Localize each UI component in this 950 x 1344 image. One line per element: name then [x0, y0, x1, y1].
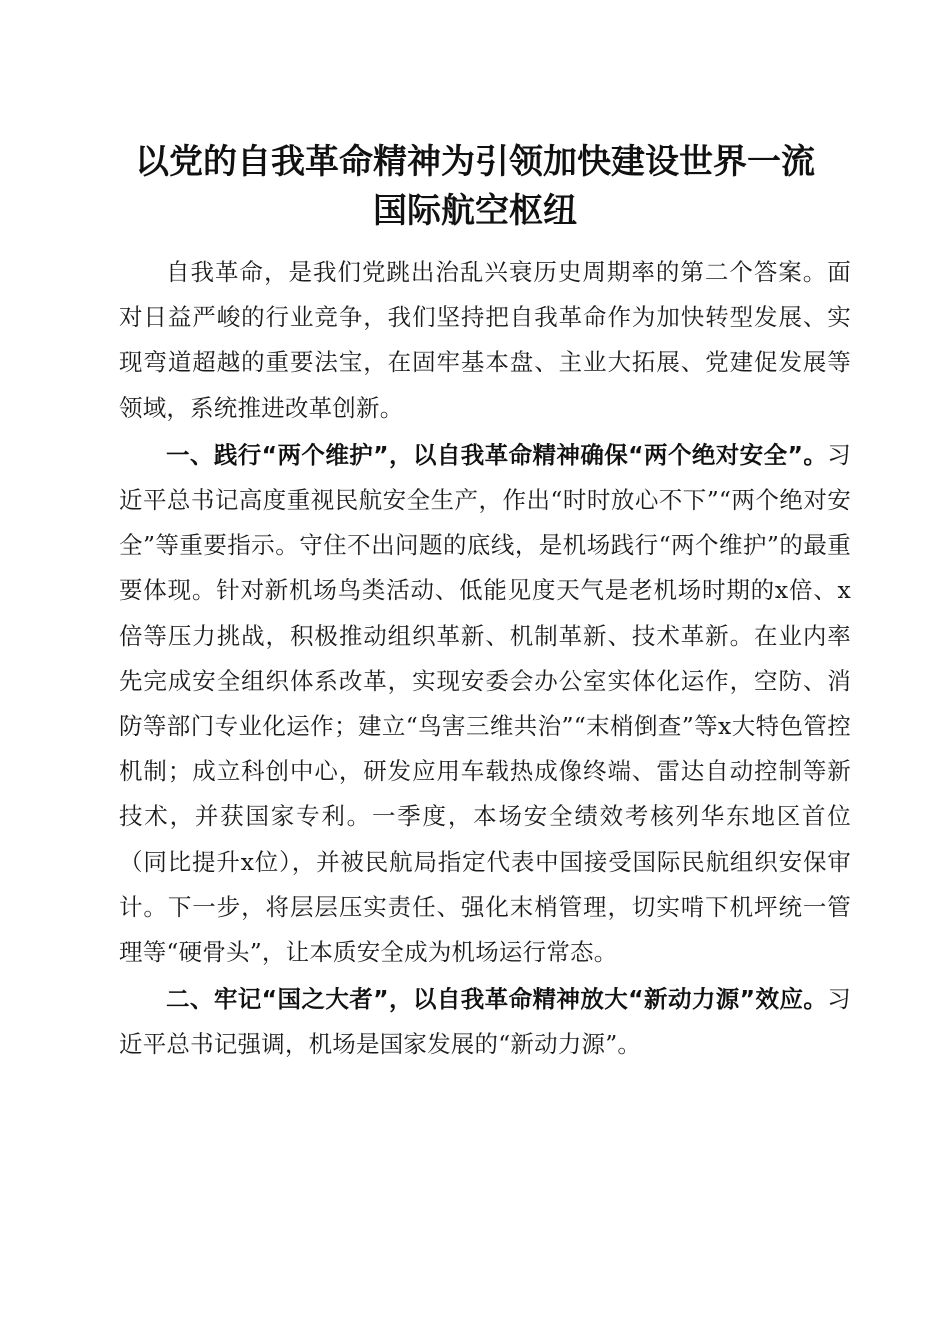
- section-2-heading: 二、牢记“国之大者”，以自我革命精神放大“新动力源”效应。: [166, 985, 828, 1014]
- section-1-paragraph: [119, 433, 851, 975]
- section-2-body: 习近平总书记强调，机场是国家发展的“新动力源”。: [119, 985, 851, 1059]
- section-1-heading: 一、践行“两个维护”，以自我革命精神确保“两个绝对安全”。: [166, 440, 828, 469]
- document-body: [119, 250, 851, 1070]
- document-title-line-1: 以党的自我革命精神为引领加快建设世界一流: [135, 142, 815, 182]
- section-2-paragraph: [119, 977, 851, 1067]
- document-title-line-2: 国际航空枢纽: [373, 191, 577, 231]
- section-1-body: 习近平总书记高度重视民航安全生产，作出“时时放心不下”“两个绝对安全”等重要指示。守住不出问题的底线，是机场践行“两个维护”的最重要体现。针对新机场鸟类活动、低能见度天气是老机场时期的x倍、x倍等压力挑战，积极推动组织革新、机制革新、技术革新。在业内率先完成安全组织体系改革，实现安委会办公室实体化运作，空防、消防等部门专业化运作；建立“鸟害三维共治”“末梢倒查”等x大特色管控机制；成立科创中心，研发应用车载热成像终端、雷达自动控制等新技术，并获国家专利。一季度，本场安全绩效考核列华东地区首位（同比提升x位），并被民航局指定代表中国接受国际民航组织安保审计。下一步，将层层压实责任、强化末梢管理，切实啃下机坪统一管理等“硬骨头”，让本质安全成为机场运行常态。: [119, 440, 851, 967]
- intro-paragraph: 自我革命，是我们党跳出治乱兴衰历史周期率的第二个答案。面对日益严峻的行业竞争，我们坚持把自我革命作为加快转型发展、实现弯道超越的重要法宝，在固牢基本盘、主业大拓展、党建促发展等领域，系统推进改革创新。: [119, 258, 851, 422]
